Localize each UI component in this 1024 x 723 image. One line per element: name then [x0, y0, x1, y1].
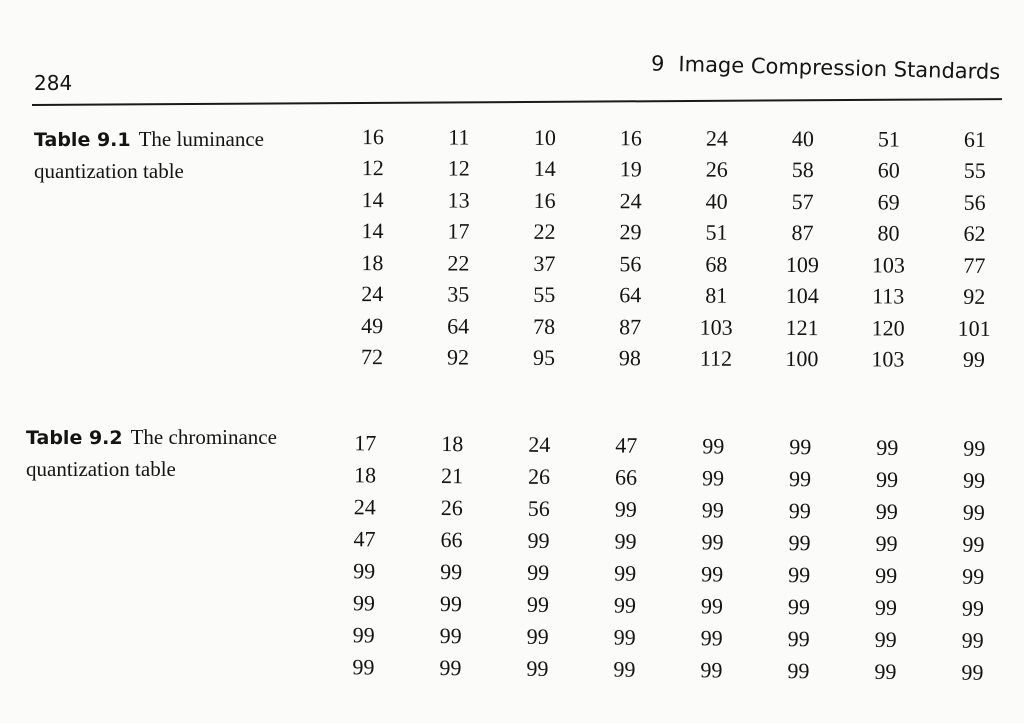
table-cell: 99 — [614, 496, 637, 522]
table-cell: 99 — [961, 659, 984, 685]
table-cell: 37 — [533, 250, 556, 276]
table-cell: 47 — [615, 432, 638, 458]
table-cell: 99 — [875, 562, 898, 589]
table-cell: 57 — [791, 188, 814, 214]
table-cell: 99 — [875, 530, 898, 557]
table-row — [329, 247, 1017, 282]
table-cell: 24 — [361, 281, 384, 307]
table-cell: 64 — [447, 313, 470, 339]
table-cell: 24 — [705, 125, 728, 151]
table-2-caption — [26, 422, 346, 485]
table-cell: 99 — [788, 530, 811, 556]
table-cell: 56 — [619, 251, 642, 277]
table-cell: 12 — [447, 155, 470, 181]
chapter-number: 9 — [650, 51, 665, 76]
table-cell: 51 — [877, 126, 900, 152]
table-cell: 40 — [791, 125, 814, 151]
table-cell: 69 — [877, 189, 900, 215]
table-cell: 66 — [614, 464, 638, 490]
table-cell: 24 — [619, 188, 642, 214]
table-cell: 56 — [527, 495, 550, 521]
chapter-title: Image Compression Standards — [677, 52, 1001, 84]
table-cell: 40 — [705, 188, 728, 214]
table-cell: 112 — [699, 345, 733, 372]
table-cell: 61 — [963, 126, 986, 152]
table-cell: 66 — [440, 527, 463, 553]
table-cell: 26 — [705, 156, 728, 182]
table-cell: 99 — [352, 654, 375, 680]
header-rule — [32, 98, 1002, 106]
table-cell: 99 — [962, 347, 986, 373]
table-cell: 99 — [439, 591, 463, 617]
table-cell: 99 — [614, 528, 637, 554]
table-cell: 77 — [963, 252, 986, 278]
table-cell: 99 — [787, 594, 811, 620]
table-cell: 99 — [789, 434, 812, 460]
table-cell: 99 — [440, 559, 463, 585]
table-cell: 99 — [962, 563, 985, 589]
table-cell: 49 — [361, 312, 384, 338]
table-cell: 99 — [788, 498, 811, 524]
table-cell: 22 — [533, 219, 556, 245]
table-cell: 99 — [962, 531, 985, 557]
table-cell: 99 — [874, 658, 897, 685]
table-cell: 120 — [871, 315, 905, 341]
table-cell: 99 — [613, 624, 636, 650]
table-cell: 62 — [963, 221, 986, 247]
table-cell: 99 — [527, 559, 550, 585]
table-cell: 16 — [361, 123, 384, 149]
table-cell: 121 — [785, 314, 819, 340]
table-cell: 92 — [446, 344, 470, 370]
table-cell: 99 — [700, 657, 723, 683]
table-cell: 21 — [440, 463, 464, 489]
running-head — [651, 51, 1001, 84]
table-cell: 26 — [440, 495, 463, 521]
table-cell: 24 — [353, 494, 376, 520]
table-cell: 99 — [962, 499, 985, 525]
table-cell: 16 — [619, 125, 642, 151]
table-cell: 103 — [871, 346, 905, 372]
table-cell: 99 — [788, 466, 812, 492]
table-cell: 99 — [876, 434, 899, 461]
page-number: 284 — [34, 71, 73, 95]
table-cell: 99 — [787, 626, 810, 652]
table-row — [330, 121, 1018, 156]
table-cell: 99 — [963, 435, 986, 461]
table-cell: 18 — [441, 431, 464, 457]
table-cell: 87 — [791, 220, 814, 246]
table-2-caption-text: The chrominance quantization table — [26, 425, 277, 481]
table-cell: 99 — [701, 465, 725, 491]
table-cell: 14 — [533, 156, 556, 182]
table-cell: 99 — [961, 627, 984, 653]
table-1-label: Table 9.1 — [34, 129, 131, 151]
table-cell: 56 — [963, 189, 986, 215]
table-cell: 99 — [526, 655, 549, 681]
table-cell: 99 — [526, 591, 550, 617]
table-cell: 99 — [787, 658, 810, 684]
table-cell: 16 — [533, 187, 556, 213]
table-cell: 11 — [448, 124, 470, 150]
table-cell: 64 — [619, 282, 642, 308]
table-cell: 47 — [353, 526, 376, 552]
table-cell: 14 — [361, 186, 384, 212]
table-cell: 99 — [527, 527, 550, 553]
table-cell: 87 — [619, 314, 642, 340]
table-cell: 104 — [785, 283, 819, 309]
table-cell: 101 — [957, 315, 991, 341]
table-cell: 18 — [361, 249, 384, 275]
table-cell: 99 — [701, 497, 724, 523]
table-2-label: Table 9.2 — [26, 427, 123, 449]
table-cell: 55 — [533, 282, 556, 308]
table-cell: 95 — [532, 345, 556, 371]
table-cell: 113 — [872, 283, 905, 309]
table-cell: 99 — [875, 498, 898, 525]
table-cell: 24 — [528, 431, 551, 457]
table-row — [329, 341, 1017, 376]
table-cell: 81 — [705, 282, 728, 308]
table-cell: 100 — [785, 346, 819, 372]
table-cell: 99 — [702, 433, 725, 459]
table-cell: 60 — [877, 157, 900, 183]
table-cell: 99 — [874, 626, 897, 653]
table-cell: 99 — [700, 625, 723, 651]
table-row — [330, 152, 1018, 187]
table-cell: 19 — [619, 156, 642, 182]
chrominance-quantization-table — [320, 427, 1018, 689]
table-cell: 99 — [875, 466, 899, 493]
table-cell: 92 — [963, 284, 986, 310]
table-cell: 17 — [447, 218, 470, 244]
table-cell: 99 — [353, 558, 376, 584]
table-cell: 109 — [785, 251, 819, 277]
table-cell: 26 — [527, 463, 551, 489]
table-cell: 99 — [526, 623, 549, 649]
table-cell: 18 — [353, 462, 377, 488]
table-1-caption — [34, 124, 334, 187]
table-row — [329, 310, 1017, 345]
table-cell: 17 — [354, 430, 377, 456]
table-cell: 80 — [877, 220, 900, 246]
table-cell: 99 — [700, 593, 724, 619]
table-cell: 99 — [961, 595, 985, 621]
table-cell: 99 — [352, 590, 376, 616]
table-cell: 99 — [439, 623, 462, 649]
table-row — [320, 651, 1016, 689]
table-cell: 99 — [788, 562, 811, 588]
table-cell: 99 — [614, 560, 637, 586]
table-cell: 12 — [361, 155, 384, 181]
table-cell: 72 — [360, 344, 384, 370]
table-cell: 68 — [705, 251, 728, 277]
table-cell: 35 — [447, 281, 470, 307]
table-cell: 55 — [963, 158, 986, 184]
table-cell: 51 — [705, 219, 728, 245]
table-cell: 13 — [447, 187, 470, 213]
table-cell: 103 — [871, 252, 905, 278]
table-cell: 99 — [613, 656, 636, 682]
table-cell: 22 — [447, 250, 470, 276]
table-cell: 98 — [618, 345, 642, 371]
table-cell: 99 — [962, 467, 986, 493]
table-row — [330, 184, 1018, 219]
table-cell: 10 — [533, 124, 556, 150]
table-cell: 14 — [361, 218, 384, 244]
table-cell: 99 — [701, 561, 724, 587]
table-cell: 99 — [701, 529, 724, 555]
table-1-caption-text: The luminance quantization table — [34, 127, 264, 183]
table-cell: 29 — [619, 219, 642, 245]
table-row — [329, 278, 1017, 313]
luminance-quantization-table — [329, 121, 1018, 376]
table-cell: 103 — [699, 314, 733, 340]
table-cell: 99 — [613, 592, 637, 618]
table-cell: 99 — [874, 594, 898, 621]
table-row — [329, 215, 1017, 250]
table-cell: 99 — [439, 655, 462, 681]
table-cell: 58 — [791, 157, 814, 183]
table-cell: 99 — [352, 622, 375, 648]
table-cell: 78 — [533, 313, 556, 339]
